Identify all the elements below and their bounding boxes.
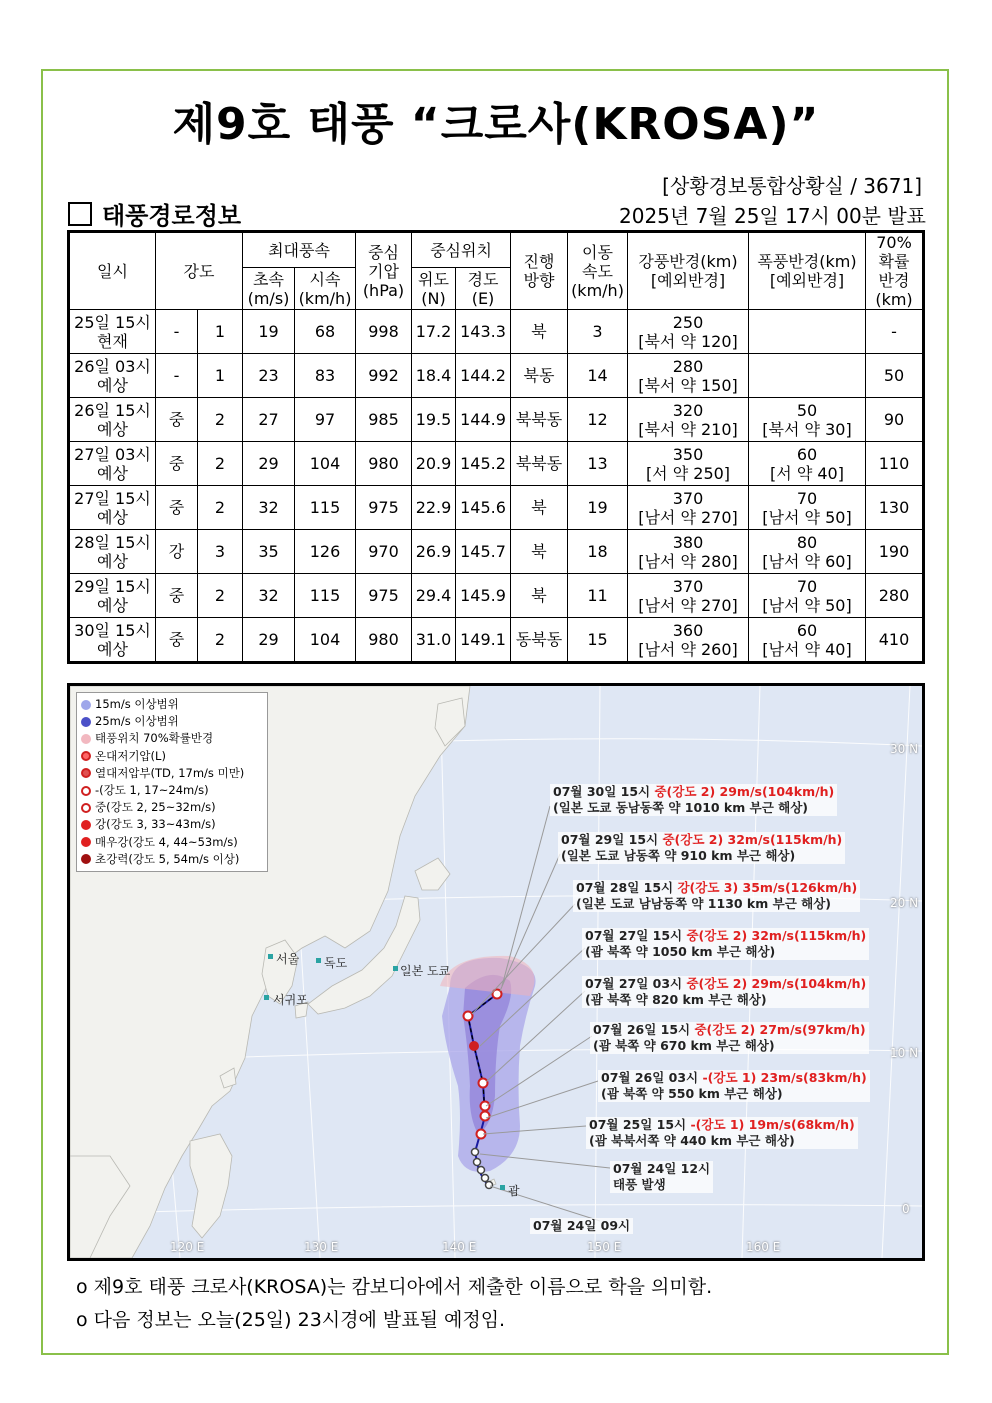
lon-cell: 145.6 [456, 486, 511, 530]
header-time: 일시 [69, 232, 156, 310]
lon-tick-160: 160 E [746, 1240, 781, 1254]
lat-cell: 19.5 [412, 398, 456, 442]
kmh-cell: 126 [295, 530, 356, 574]
legend-swatch-icon [81, 734, 91, 744]
label-0730: 07월 30일 15시 중(강도 2) 29m/s(104km/h) (일본 도쿄 동남동쪽 약 1010 km 부근 해상) [550, 784, 837, 816]
lon-cell: 149.1 [456, 618, 511, 663]
place-seogwipo: 서귀포 [273, 993, 308, 1007]
storm-cell: 70 [남서 약 50] [749, 486, 866, 530]
time-cell: 30일 15시 예상 [69, 618, 156, 663]
place-seoul: 서울 [276, 952, 300, 966]
storm-cell [749, 354, 866, 398]
storm-cell: 60 [서 약 40] [749, 442, 866, 486]
header-storm-radius: 폭풍반경(km) [예외반경] [749, 232, 866, 310]
storm-cell: 50 [북서 약 30] [749, 398, 866, 442]
table-row [69, 618, 924, 663]
legend-label: 태풍위치 70%확률반경 [95, 731, 214, 746]
issue-time: 2025년 7월 25일 17시 00분 발표 [619, 204, 926, 228]
kmh-cell: 115 [295, 574, 356, 618]
legend-item [81, 730, 263, 747]
gale-cell: 370 [남서 약 270] [628, 574, 749, 618]
prob-cell: - [866, 310, 924, 354]
legend-item [81, 816, 263, 833]
table-row [69, 354, 924, 398]
time-cell: 27일 03시 예상 [69, 442, 156, 486]
legend-label: 15m/s 이상범위 [95, 697, 179, 712]
speed-cell: 3 [568, 310, 628, 354]
section-heading [68, 196, 241, 231]
pressure-cell: 985 [356, 398, 412, 442]
storm-cell: 60 [남서 약 40] [749, 618, 866, 663]
header-direction: 진행 방향 [511, 232, 568, 310]
pressure-cell: 975 [356, 574, 412, 618]
section-title: 태풍경로정보 [102, 202, 242, 230]
ms-cell: 32 [243, 574, 295, 618]
kmh-cell: 104 [295, 442, 356, 486]
ms-cell: 35 [243, 530, 295, 574]
legend-label: 초강력(강도 5, 54m/s 이상) [95, 851, 240, 866]
page-title: 제9호 태풍 “크로사(KROSA)” [172, 99, 820, 150]
label-0728: 07월 28일 15시 강(강도 3) 35m/s(126km/h) (일본 도쿄 남남동쪽 약 1130 km 부근 해상) [573, 880, 860, 912]
legend-item [81, 713, 263, 730]
direction-cell: 동북동 [511, 618, 568, 663]
prob-cell: 130 [866, 486, 924, 530]
ms-cell: 32 [243, 486, 295, 530]
time-cell: 27일 15시 예상 [69, 486, 156, 530]
place-dokdo: 독도 [324, 956, 348, 970]
legend-label: 25m/s 이상범위 [95, 714, 179, 729]
header-speed: 이동 속도 (km/h) [568, 232, 628, 310]
level-cell: 2 [198, 618, 243, 663]
label-0727-15: 07월 27일 15시 중(강도 2) 32m/s(115km/h) (괌 북쪽 약 1050 km 부근 해상) [582, 928, 869, 960]
legend-item [81, 696, 263, 713]
legend-label: 매우강(강도 4, 44~53m/s) [95, 834, 238, 849]
time-cell: 28일 15시 예상 [69, 530, 156, 574]
direction-cell: 북 [511, 530, 568, 574]
pressure-cell: 980 [356, 618, 412, 663]
speed-cell: 12 [568, 398, 628, 442]
header-kmh: 시속 (km/h) [295, 268, 356, 310]
ms-cell: 29 [243, 618, 295, 663]
gale-cell: 370 [남서 약 270] [628, 486, 749, 530]
legend-swatch-icon [81, 837, 91, 847]
legend-item [81, 799, 263, 816]
gale-cell: 320 [북서 약 210] [628, 398, 749, 442]
speed-cell: 18 [568, 530, 628, 574]
table-row [69, 398, 924, 442]
speed-cell: 14 [568, 354, 628, 398]
grade-cell: - [156, 354, 198, 398]
table-row [69, 442, 924, 486]
note-next-bulletin: o 다음 정보는 오늘(25일) 23시경에 발표될 예정임. [76, 1309, 506, 1331]
header-gale-radius: 강풍반경(km) [예외반경] [628, 232, 749, 310]
table-row [69, 530, 924, 574]
label-0726-15: 07월 26일 15시 중(강도 2) 27m/s(97km/h) (괌 북쪽 약 670 km 부근 해상) [590, 1022, 869, 1054]
gale-cell: 350 [서 약 250] [628, 442, 749, 486]
typhoon-track-table [67, 230, 925, 664]
storm-cell [749, 310, 866, 354]
ms-cell: 23 [243, 354, 295, 398]
lat-tick-10: 10 N [890, 1046, 919, 1060]
ms-cell: 19 [243, 310, 295, 354]
gale-cell: 380 [남서 약 280] [628, 530, 749, 574]
grade-cell: 강 [156, 530, 198, 574]
label-0727-03: 07월 27일 03시 중(강도 2) 29m/s(104km/h) (괌 북쪽 약 820 km 부근 해상) [582, 976, 869, 1008]
legend-item [81, 765, 263, 782]
direction-cell: 북 [511, 310, 568, 354]
kmh-cell: 83 [295, 354, 356, 398]
table-row [69, 486, 924, 530]
office-label: [상황경보통합상황실 / 3671] [662, 174, 922, 198]
time-cell: 26일 03시 예상 [69, 354, 156, 398]
level-cell: 1 [198, 310, 243, 354]
lat-tick-0: 0 [902, 1202, 910, 1216]
prob-cell: 50 [866, 354, 924, 398]
speed-cell: 19 [568, 486, 628, 530]
header-lon: 경도 (E) [456, 268, 511, 310]
lat-tick-20: 20 N [890, 896, 919, 910]
table-row [69, 574, 924, 618]
legend-label: 열대저압부(TD, 17m/s 미만) [95, 765, 245, 780]
lat-cell: 17.2 [412, 310, 456, 354]
checkbox-icon [68, 202, 92, 226]
lat-cell: 31.0 [412, 618, 456, 663]
lon-cell: 145.7 [456, 530, 511, 574]
lon-cell: 144.9 [456, 398, 511, 442]
legend-swatch-icon [81, 717, 91, 727]
direction-cell: 북동 [511, 354, 568, 398]
track-map [67, 683, 925, 1261]
pressure-cell: 970 [356, 530, 412, 574]
label-0726-03: 07월 26일 03시 -(강도 1) 23m/s(83km/h) (괌 북쪽 약 550 km 부근 해상) [598, 1070, 870, 1102]
label-start: 07월 24일 09시 [530, 1218, 633, 1234]
grade-cell: 중 [156, 442, 198, 486]
direction-cell: 북북동 [511, 398, 568, 442]
legend-item [81, 834, 263, 851]
label-0725-15: 07월 25일 15시 -(강도 1) 19m/s(68km/h) (괌 북북서쪽 약 440 km 부근 해상) [586, 1117, 858, 1149]
legend-swatch-icon [81, 768, 91, 778]
prob-cell: 90 [866, 398, 924, 442]
prob-cell: 190 [866, 530, 924, 574]
kmh-cell: 97 [295, 398, 356, 442]
grade-cell: 중 [156, 574, 198, 618]
ms-cell: 27 [243, 398, 295, 442]
level-cell: 3 [198, 530, 243, 574]
header-center: 중심위치 [412, 232, 511, 268]
place-guam: 괌 [508, 1184, 520, 1198]
header-ms: 초속 (m/s) [243, 268, 295, 310]
time-cell: 26일 15시 예상 [69, 398, 156, 442]
level-cell: 2 [198, 574, 243, 618]
grade-cell: - [156, 310, 198, 354]
legend-swatch-icon [81, 700, 91, 710]
time-cell: 29일 15시 예상 [69, 574, 156, 618]
level-cell: 2 [198, 398, 243, 442]
note-name-meaning: o 제9호 태풍 크로사(KROSA)는 캄보디아에서 제출한 이름으로 학을 의미함. [76, 1276, 713, 1298]
direction-cell: 북북동 [511, 442, 568, 486]
prob-cell: 410 [866, 618, 924, 663]
pressure-cell: 998 [356, 310, 412, 354]
pressure-cell: 980 [356, 442, 412, 486]
label-genesis: 07월 24일 12시 태풍 발생 [610, 1161, 713, 1193]
lon-cell: 145.2 [456, 442, 511, 486]
level-cell: 1 [198, 354, 243, 398]
lat-tick-30: 30 N [890, 742, 919, 756]
gale-cell: 280 [북서 약 150] [628, 354, 749, 398]
prob-cell: 280 [866, 574, 924, 618]
grade-cell: 중 [156, 618, 198, 663]
kmh-cell: 115 [295, 486, 356, 530]
lat-cell: 26.9 [412, 530, 456, 574]
header-probability-radius: 70% 확률 반경 (km) [866, 232, 924, 310]
header-intensity: 강도 [156, 232, 243, 310]
label-0729: 07월 29일 15시 중(강도 2) 32m/s(115km/h) (일본 도쿄 남동쪽 약 910 km 부근 해상) [558, 832, 845, 864]
pressure-cell: 992 [356, 354, 412, 398]
legend-item [81, 851, 263, 868]
speed-cell: 11 [568, 574, 628, 618]
legend-item [81, 748, 263, 765]
legend-swatch-icon [81, 751, 91, 761]
prob-cell: 110 [866, 442, 924, 486]
lat-cell: 18.4 [412, 354, 456, 398]
map-legend [76, 692, 268, 872]
lon-cell: 144.2 [456, 354, 511, 398]
kmh-cell: 68 [295, 310, 356, 354]
lon-tick-140: 140 E [442, 1240, 477, 1254]
gale-cell: 250 [북서 약 120] [628, 310, 749, 354]
direction-cell: 북 [511, 574, 568, 618]
speed-cell: 15 [568, 618, 628, 663]
legend-label: 온대저기압(L) [95, 748, 166, 763]
header-lat: 위도 (N) [412, 268, 456, 310]
legend-label: -(강도 1, 17~24m/s) [95, 783, 209, 798]
ms-cell: 29 [243, 442, 295, 486]
grade-cell: 중 [156, 486, 198, 530]
legend-swatch-icon [81, 854, 91, 864]
legend-swatch-icon [81, 820, 91, 830]
lon-tick-120: 120 E [170, 1240, 205, 1254]
lat-cell: 22.9 [412, 486, 456, 530]
header-max-wind: 최대풍속 [243, 232, 356, 268]
storm-cell: 80 [남서 약 60] [749, 530, 866, 574]
legend-label: 강(강도 3, 33~43m/s) [95, 817, 216, 832]
legend-swatch-icon [81, 786, 91, 796]
lon-cell: 145.9 [456, 574, 511, 618]
grade-cell: 중 [156, 398, 198, 442]
lat-cell: 20.9 [412, 442, 456, 486]
level-cell: 2 [198, 486, 243, 530]
lon-tick-150: 150 E [587, 1240, 622, 1254]
pressure-cell: 975 [356, 486, 412, 530]
lon-cell: 143.3 [456, 310, 511, 354]
lon-tick-130: 130 E [304, 1240, 339, 1254]
table-row [69, 310, 924, 354]
legend-swatch-icon [81, 803, 91, 813]
direction-cell: 북 [511, 486, 568, 530]
legend-item [81, 782, 263, 799]
place-tokyo: 일본 도쿄 [400, 964, 451, 978]
time-cell: 25일 15시 현재 [69, 310, 156, 354]
legend-label: 중(강도 2, 25~32m/s) [95, 800, 216, 815]
storm-cell: 70 [남서 약 50] [749, 574, 866, 618]
kmh-cell: 104 [295, 618, 356, 663]
lat-cell: 29.4 [412, 574, 456, 618]
header-pressure: 중심 기압 (hPa) [356, 232, 412, 310]
speed-cell: 13 [568, 442, 628, 486]
level-cell: 2 [198, 442, 243, 486]
gale-cell: 360 [남서 약 260] [628, 618, 749, 663]
